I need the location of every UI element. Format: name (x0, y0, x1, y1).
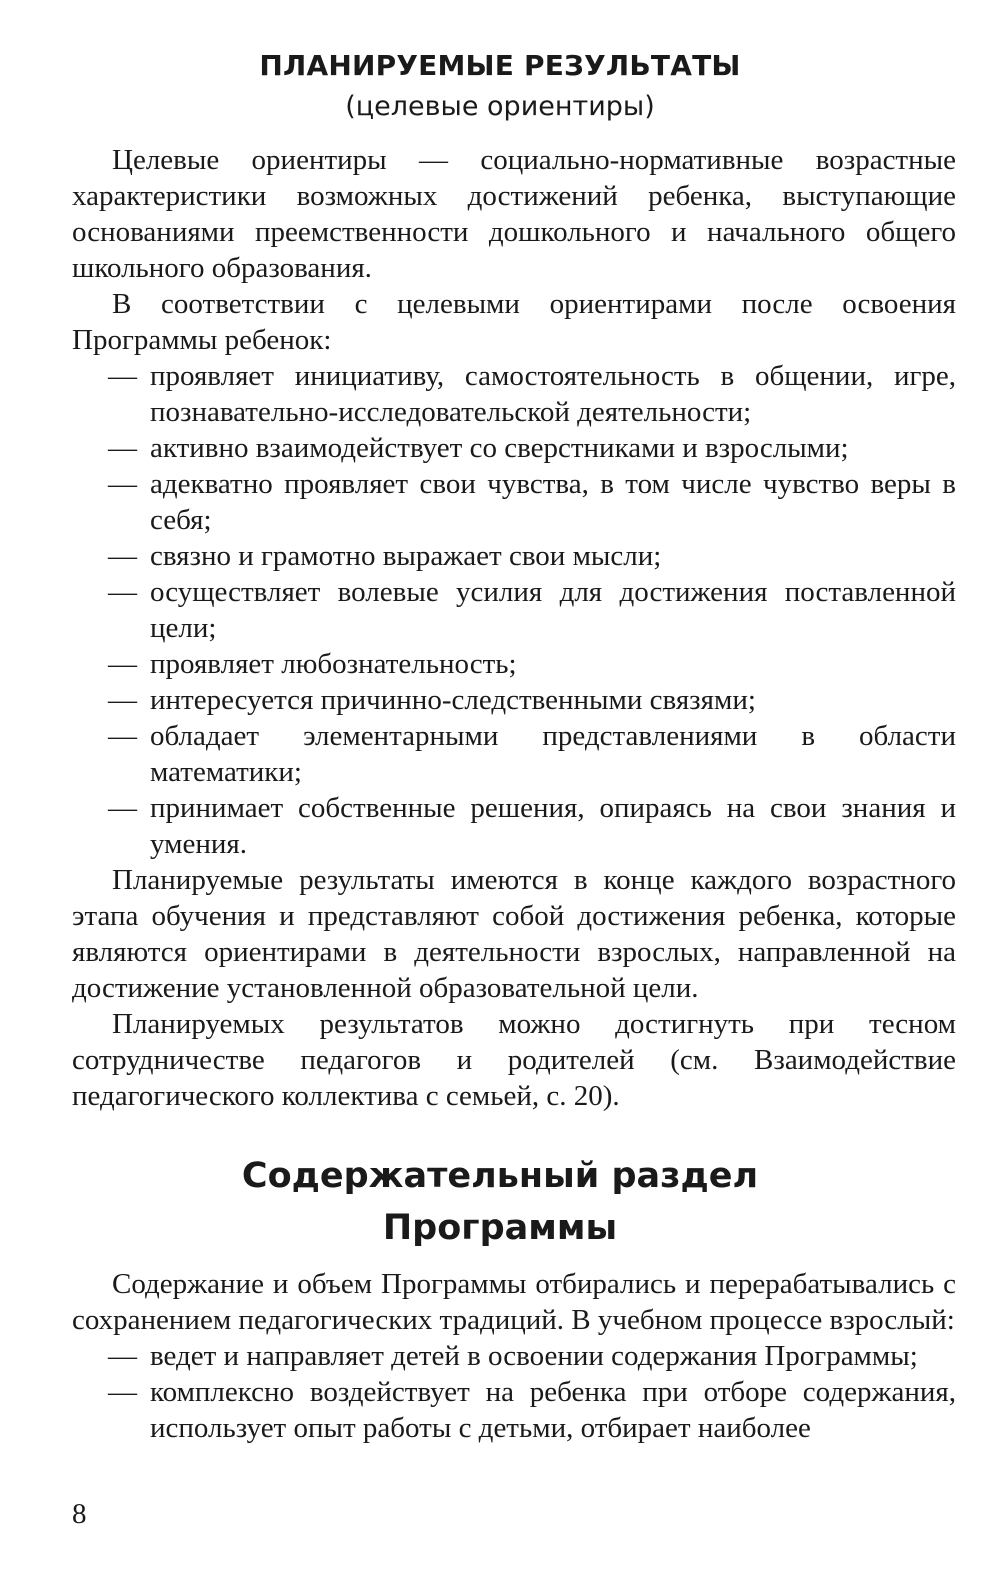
list-item (72, 430, 956, 466)
list-item (72, 1374, 956, 1446)
dash-mark: — (108, 684, 137, 716)
dash-mark: — (108, 1340, 137, 1372)
list-item-text: комплексно воздействует на ребенка при отборе содержания, использует опыт работы с детьми, отбирает наиболее (150, 1376, 956, 1444)
list-item-text: связно и грамотно выражает свои мысли; (150, 540, 662, 572)
dash-mark: — (108, 432, 137, 464)
list-item (72, 358, 956, 430)
adult-role-list (72, 1338, 956, 1446)
list-item (72, 1338, 956, 1374)
paragraph-program-content: Содержание и объем Программы отбирались и перерабатывались с сохранением педагогических традиций. В учебном процессе взрослый: (72, 1268, 956, 1336)
dash-mark: — (108, 720, 137, 752)
dash-mark: — (108, 360, 137, 392)
list-item-text: принимает собственные решения, опираясь на свои знания и умения. (150, 792, 956, 860)
list-item (72, 538, 956, 574)
list-item-text: осуществляет волевые усилия для достижения поставленной цели; (150, 576, 956, 644)
list-item-text: обладает элементарными представлениями в области математики; (150, 720, 956, 788)
dash-mark: — (108, 468, 137, 500)
section1-body (72, 142, 956, 1114)
dash-mark: — (108, 1376, 137, 1408)
list-item (72, 646, 956, 682)
paragraph-after-program: В соответствии с целевыми ориентирами после освоения Программы ребенок: (72, 288, 956, 356)
dash-mark: — (108, 648, 137, 680)
results-list (72, 358, 956, 862)
list-item-text: адекватно проявляет свои чувства, в том числе чувство веры в себя; (150, 468, 956, 536)
list-item-text: ведет и направляет детей в освоении содержания Программы; (150, 1340, 918, 1372)
paragraph-cooperation: Планируемых результатов можно достигнуть при тесном сотрудничестве педагогов и родителей (см. Взаимодействие педагогического коллектива с семьей, с. 20). (72, 1008, 956, 1112)
list-item (72, 682, 956, 718)
section-subtitle: (целевые ориентиры) (345, 91, 655, 122)
section-title-content-line2: Программы (382, 1208, 618, 1248)
page-number: 8 (72, 1498, 87, 1530)
list-item (72, 574, 956, 646)
list-item (72, 466, 956, 538)
paragraph-target-guidelines: Целевые ориентиры — социально-нормативные возрастные характеристики возможных достижений ребенка, выступающие основаниями преемственности дошкольного и начального общего школьного образования. (72, 144, 956, 284)
section2-body (72, 1266, 956, 1446)
paragraph-planned-results: Планируемые результаты имеются в конце каждого возрастного этапа обучения и представляют собой достижения ребенка, которые являются ориентирами в деятельности взрослых, направленной на достижение установленной образовательной цели. (72, 864, 956, 1004)
dash-mark: — (108, 576, 137, 608)
list-item-text: активно взаимодействует со сверстниками и взрослыми; (150, 432, 849, 464)
section-title-content-line1: Содержательный раздел (241, 1156, 759, 1196)
list-item-text: проявляет инициативу, самостоятельность в общении, игре, познавательно-исследовательской деятельности; (150, 360, 956, 428)
dash-mark: — (108, 792, 137, 824)
list-item (72, 790, 956, 862)
list-item (72, 718, 956, 790)
dash-mark: — (108, 540, 137, 572)
section-title-planned-results: ПЛАНИРУЕМЫЕ РЕЗУЛЬТАТЫ (259, 49, 741, 82)
list-item-text: проявляет любознательность; (150, 648, 517, 680)
list-item-text: интересуется причинно-следственными связями; (150, 684, 756, 716)
